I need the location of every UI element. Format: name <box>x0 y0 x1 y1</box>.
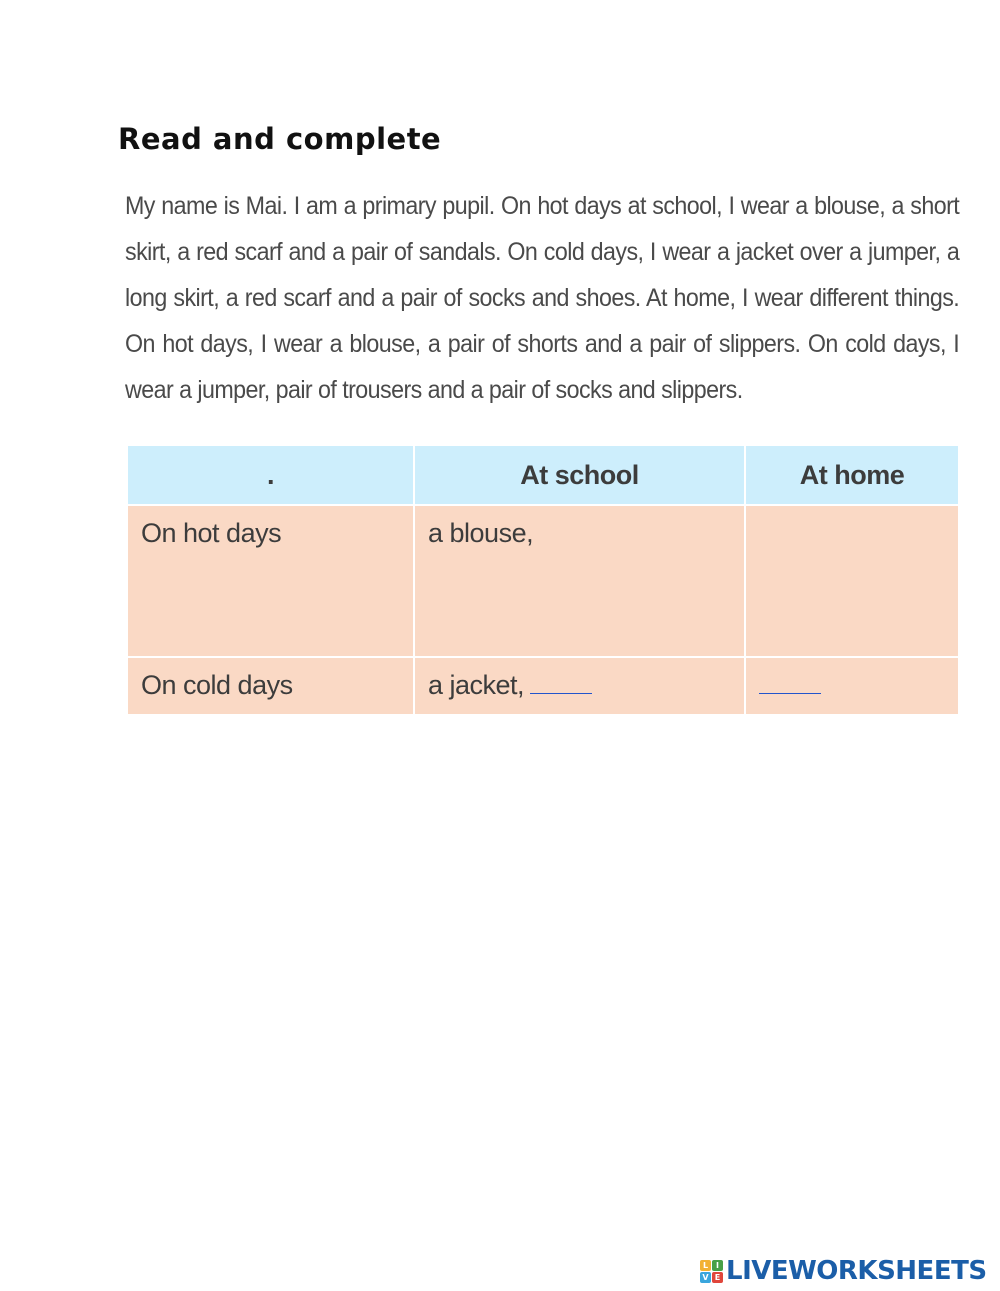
cell-hot-school <box>414 505 745 657</box>
row-label-hot-days: On hot days <box>127 505 414 657</box>
table-header-row <box>127 445 959 505</box>
answer-blank-cold-home[interactable] <box>759 673 821 694</box>
logo-mark-letter: E <box>712 1272 723 1283</box>
liveworksheets-logo[interactable] <box>700 1256 987 1286</box>
row-label-cold-days: On cold days <box>127 657 414 715</box>
answer-blank-cold-school[interactable] <box>530 673 592 694</box>
logo-text: LIVEWORKSHEETS <box>726 1256 987 1286</box>
worksheet-title: Read and complete <box>118 122 442 156</box>
table-row <box>127 505 959 657</box>
logo-mark-letter: L <box>700 1260 711 1271</box>
logo-mark-letter: V <box>700 1272 711 1283</box>
table-header-blank: . <box>127 445 414 505</box>
clothes-table <box>126 444 960 716</box>
cell-cold-school-text: a jacket, <box>428 670 525 700</box>
cell-cold-home <box>745 657 959 715</box>
reading-passage: My name is Mai. I am a primary pupil. On hot days at school, I wear a blouse, a short skirt, a red scarf and a pair of sandals. On cold days, I wear a jacket over a jumper, a long skirt, a red scarf and a pair of socks and shoes. At home, I wear different things. On hot days, I wear a blouse, a pair of shorts and a pair of slippers. On cold days, I wear a jumper, pair of trousers and a pair of socks and slippers. <box>125 192 960 404</box>
cell-hot-school-text: a blouse, <box>428 518 534 548</box>
table-header-at-home: At home <box>745 445 959 505</box>
logo-mark-letter: I <box>712 1260 723 1271</box>
cell-hot-home <box>745 505 959 657</box>
logo-mark-icon <box>700 1260 723 1283</box>
cell-cold-school <box>414 657 745 715</box>
table-row <box>127 657 959 715</box>
table-header-at-school: At school <box>414 445 745 505</box>
